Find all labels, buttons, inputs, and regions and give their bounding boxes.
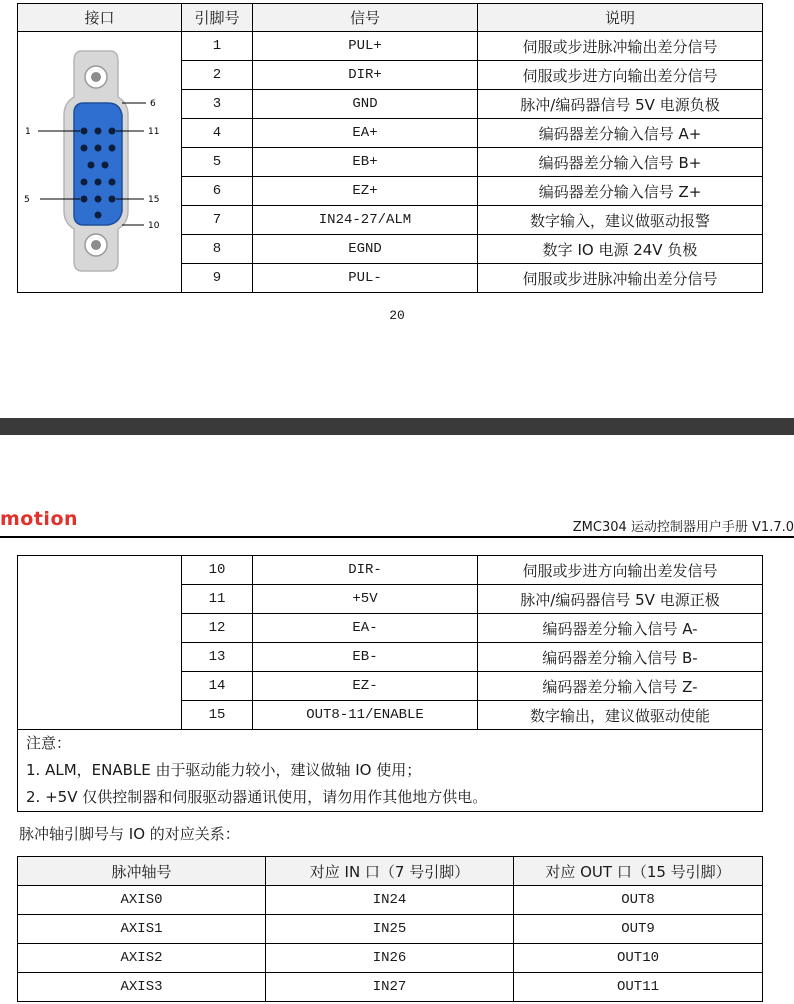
note-title: 注意： [26,734,72,752]
signal-description: 脉冲/编码器信号 5V 电源负极 [478,90,763,119]
connector-label-1: 1 [25,127,31,137]
pin-table-part1 [17,3,763,293]
signal-name: +5V [253,585,478,614]
pin-number: 2 [182,61,253,90]
pin-number: 13 [182,643,253,672]
header-description: 说明 [478,4,763,32]
signal-name: DIR+ [253,61,478,90]
signal-description: 伺服或步进方向输出差分信号 [478,61,763,90]
signal-name: EA+ [253,119,478,148]
signal-name: PUL+ [253,32,478,61]
pin-table-part2 [17,555,763,812]
signal-name: EGND [253,235,478,264]
pin-number: 4 [182,119,253,148]
header-axis: 脉冲轴号 [18,857,266,886]
signal-name: EZ- [253,672,478,701]
header-rule [0,536,794,538]
out-cell: OUT11 [514,973,763,1002]
signal-name: EB- [253,643,478,672]
signal-name: DIR- [253,556,478,585]
out-cell: OUT8 [514,886,763,915]
signal-description: 编码器差分输入信号 Z- [478,672,763,701]
in-cell: IN24 [266,886,514,915]
pin-number: 8 [182,235,253,264]
table-row [18,973,763,1002]
manual-title: ZMC304 运动控制器用户手册 V1.7.0 [572,520,794,535]
signal-description: 编码器差分输入信号 B+ [478,148,763,177]
signal-name: PUL- [253,264,478,293]
pin-number: 7 [182,206,253,235]
axis-cell: AXIS3 [18,973,266,1002]
signal-description: 脉冲/编码器信号 5V 电源正极 [478,585,763,614]
notes-cell [18,730,763,812]
pin-number: 1 [182,32,253,61]
signal-name: EB+ [253,148,478,177]
signal-name: GND [253,90,478,119]
header-interface: 接口 [18,4,182,32]
in-cell: IN27 [266,973,514,1002]
pin-number: 3 [182,90,253,119]
brand-logo: motion [0,508,79,530]
signal-name: EZ+ [253,177,478,206]
signal-description: 伺服或步进脉冲输出差分信号 [478,32,763,61]
signal-description: 数字输出，建议做驱动使能 [478,701,763,730]
header-signal: 信号 [253,4,478,32]
signal-description: 编码器差分输入信号 A- [478,614,763,643]
connector-label-10: 10 [148,221,160,231]
table-row [18,944,763,973]
signal-description: 数字输入，建议做驱动报警 [478,206,763,235]
pin-number: 11 [182,585,253,614]
connector-label-15: 15 [148,195,160,205]
pin-number: 14 [182,672,253,701]
signal-description: 伺服或步进方向输出差发信号 [478,556,763,585]
out-cell: OUT10 [514,944,763,973]
pin-number: 9 [182,264,253,293]
signal-description: 数字 IO 电源 24V 负极 [478,235,763,264]
axis-cell: AXIS1 [18,915,266,944]
page-divider [0,418,794,435]
signal-description: 编码器差分输入信号 A+ [478,119,763,148]
pin-number: 15 [182,701,253,730]
connector-label-6: 6 [150,99,156,109]
axis-cell: AXIS0 [18,886,266,915]
pin-number: 6 [182,177,253,206]
header-in-port: 对应 IN 口（7 号引脚） [266,857,514,886]
pin-number: 5 [182,148,253,177]
connector-cell-empty [18,556,182,730]
section-intro: 脉冲轴引脚号与 IO 的对应关系： [19,825,240,843]
note-item: 1. ALM，ENABLE 由于驱动能力较小，建议做轴 IO 使用； [26,761,422,779]
connector-face [74,103,122,225]
signal-name: IN24-27/ALM [253,206,478,235]
table-row [18,886,763,915]
signal-name: EA- [253,614,478,643]
pin-number: 10 [182,556,253,585]
axis-cell: AXIS2 [18,944,266,973]
note-item: 2. +5V 仅供控制器和伺服驱动器通讯使用，请勿用作其他地方供电。 [26,788,488,806]
signal-description: 编码器差分输入信号 Z+ [478,177,763,206]
table-row [18,915,763,944]
header-pin: 引脚号 [182,4,253,32]
connector-label-11: 11 [148,127,160,137]
signal-description: 编码器差分输入信号 B- [478,643,763,672]
in-cell: IN26 [266,944,514,973]
in-cell: IN25 [266,915,514,944]
db15-connector-icon [18,33,182,291]
signal-description: 伺服或步进脉冲输出差分信号 [478,264,763,293]
axis-io-table [17,856,763,1002]
connector-cell [18,32,182,293]
pin-number: 12 [182,614,253,643]
page-number: 20 [389,308,405,323]
header-out-port: 对应 OUT 口（15 号引脚） [514,857,763,886]
signal-name: OUT8-11/ENABLE [253,701,478,730]
out-cell: OUT9 [514,915,763,944]
connector-label-5: 5 [24,195,30,205]
